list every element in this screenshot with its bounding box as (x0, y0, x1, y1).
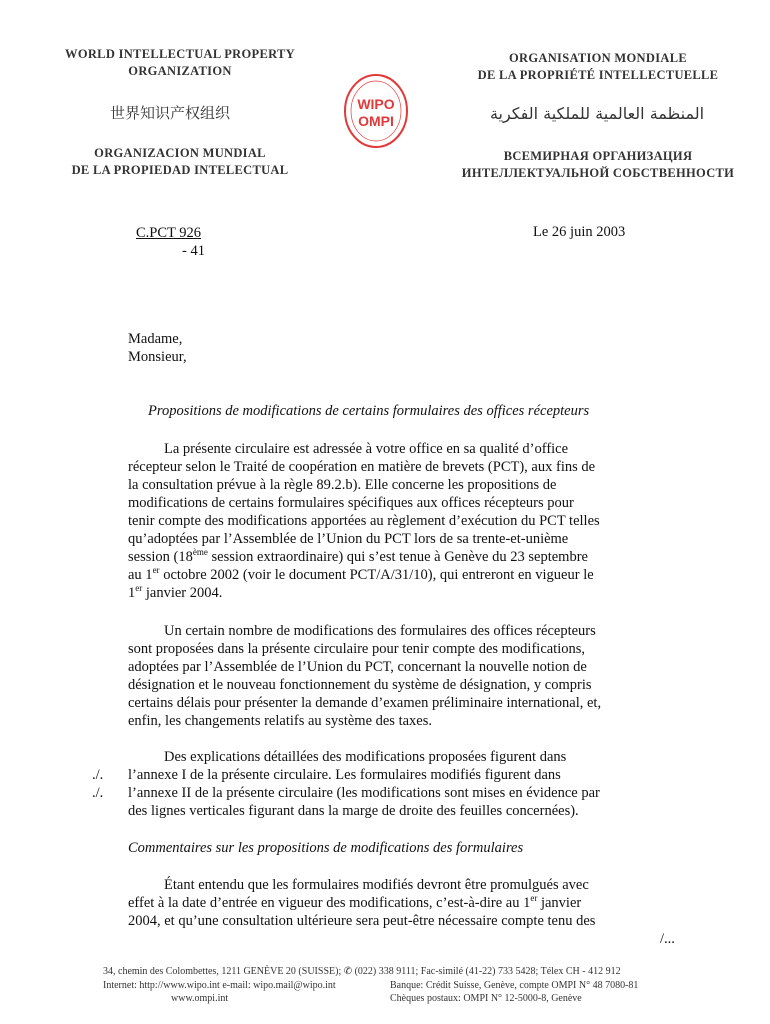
header-english (40, 46, 320, 80)
continuation-mark: /... (660, 931, 675, 947)
reference-block (136, 224, 205, 260)
header-french-line1: ORGANISATION MONDIALE (509, 51, 687, 65)
p2-line: sont proposées dans la présente circulaire pour tenir compte des modifications, (128, 641, 586, 657)
footer-postal: Chèques postaux: OMPI N° 12-5000-8, Genève (390, 993, 582, 1004)
reference-code: C.PCT 926 (136, 225, 202, 241)
p1-line: 1er janvier 2004. (128, 583, 223, 601)
header-arabic: المنظمة العالمية للملكية الفكرية (489, 104, 705, 123)
salutation-line2: Monsieur, (128, 349, 187, 365)
p1-line: récepteur selon le Traité de coopération en matière de brevets (PCT), aux fins de (128, 459, 596, 475)
p4-line: Étant entendu que les formulaires modifiés devront être promulgués avec (164, 877, 589, 893)
footer-internet: Internet: http://www.wipo.int e-mail: wipo.mail@wipo.int (103, 980, 336, 991)
logo-text-top: WIPO (357, 96, 395, 112)
footer-address: 34, chemin des Colombettes, 1211 GENÈVE 20 (SUISSE); ✆ (022) 338 9111; Fac-similé (41-22) 733 5428; Télex CH - 412 912 (103, 966, 621, 977)
reference-number: - 41 (182, 243, 205, 259)
annex-marker-1: ./. (92, 767, 104, 783)
header-russian-line2: ИНТЕЛЛЕКТУАЛЬНОЙ СОБСТВЕННОСТИ (461, 166, 735, 180)
p3-line: l’annexe I de la présente circulaire. Les formulaires modifiés figurent dans (128, 767, 561, 783)
p3-line: Des explications détaillées des modifications proposées figurent dans (164, 749, 567, 765)
p1-line: au 1er octobre 2002 (voir le document PCT/A/31/10), qui entreront en vigueur le (128, 565, 594, 583)
annex-marker-2: ./. (92, 785, 104, 801)
p2-line: adoptées par l’Assemblée de l’Union du PCT, concernant la nouvelle notion de (128, 659, 587, 675)
p3-line: des lignes verticales figurant dans la marge de droite des feuilles concernées). (128, 803, 579, 819)
header-russian-line1: ВСЕМИРНАЯ ОРГАНИЗАЦИЯ (503, 149, 693, 163)
header-spanish-line2: DE LA PROPIEDAD INTELECTUAL (71, 163, 289, 177)
letter-date: Le 26 juin 2003 (533, 224, 626, 240)
header-english-line1: WORLD INTELLECTUAL PROPERTY (65, 47, 295, 61)
salutation (128, 330, 187, 366)
p1-line: qu’adoptées par l’Assemblée de l’Union du PCT lors de sa trente-et-unième (128, 531, 569, 547)
paragraph-3 (128, 748, 673, 820)
header-french (448, 50, 748, 84)
p1-line: tenir compte des modifications apportées au règlement d’exécution du PCT telles (128, 513, 600, 529)
p2-line: certains délais pour présenter la demande d’examen préliminaire international, et, (128, 695, 602, 711)
header-french-line2: DE LA PROPRIÉTÉ INTELLECTUELLE (477, 68, 719, 82)
comments-heading: Commentaires sur les propositions de modifications des formulaires (128, 840, 524, 856)
p2-line: enfin, les changements relatifs au système des taxes. (128, 713, 432, 729)
p1-line: session (18ème session extraordinaire) qui s’est tenue à Genève du 23 septembre (128, 547, 588, 565)
logo-text-bottom: OMPI (358, 113, 394, 129)
p1-line: La présente circulaire est adressée à votre office en sa qualité d’office (164, 441, 569, 457)
header-english-line2: ORGANIZATION (128, 64, 232, 78)
subject-heading: Propositions de modifications de certains formulaires des offices récepteurs (148, 403, 590, 419)
wipo-logo (342, 72, 410, 150)
salutation-line1: Madame, (128, 331, 183, 347)
footer-bank: Banque: Crédit Suisse, Genève, compte OMPI N° 48 7080-81 (390, 980, 639, 991)
paragraph-1 (128, 440, 673, 602)
header-spanish-line1: ORGANIZACION MUNDIAL (94, 146, 266, 160)
paragraph-2 (128, 622, 673, 730)
header-spanish (40, 145, 320, 179)
p4-line: effet à la date d’entrée en vigueur des modifications, c’est-à-dire au 1er janvier (128, 893, 582, 911)
p1-line: modifications de certains formulaires spécifiques aux offices récepteurs pour (128, 495, 574, 511)
p1-line: la consultation prévue à la règle 89.2.b). Elle concerne les propositions de (128, 477, 557, 493)
header-russian (448, 148, 748, 182)
paragraph-4 (128, 876, 673, 930)
header-chinese: 世界知识产权组织 (110, 104, 231, 122)
p3-line: l’annexe II de la présente circulaire (les modifications sont mises en évidence par (128, 785, 600, 801)
p4-line: 2004, et qu’une consultation ultérieure sera peut-être nécessaire compte tenu des (128, 913, 596, 929)
footer-website: www.ompi.int (171, 993, 229, 1004)
p2-line: désignation et le nouveau fonctionnement du système de désignation, y compris (128, 677, 592, 693)
p2-line: Un certain nombre de modifications des formulaires des offices récepteurs (164, 623, 596, 639)
